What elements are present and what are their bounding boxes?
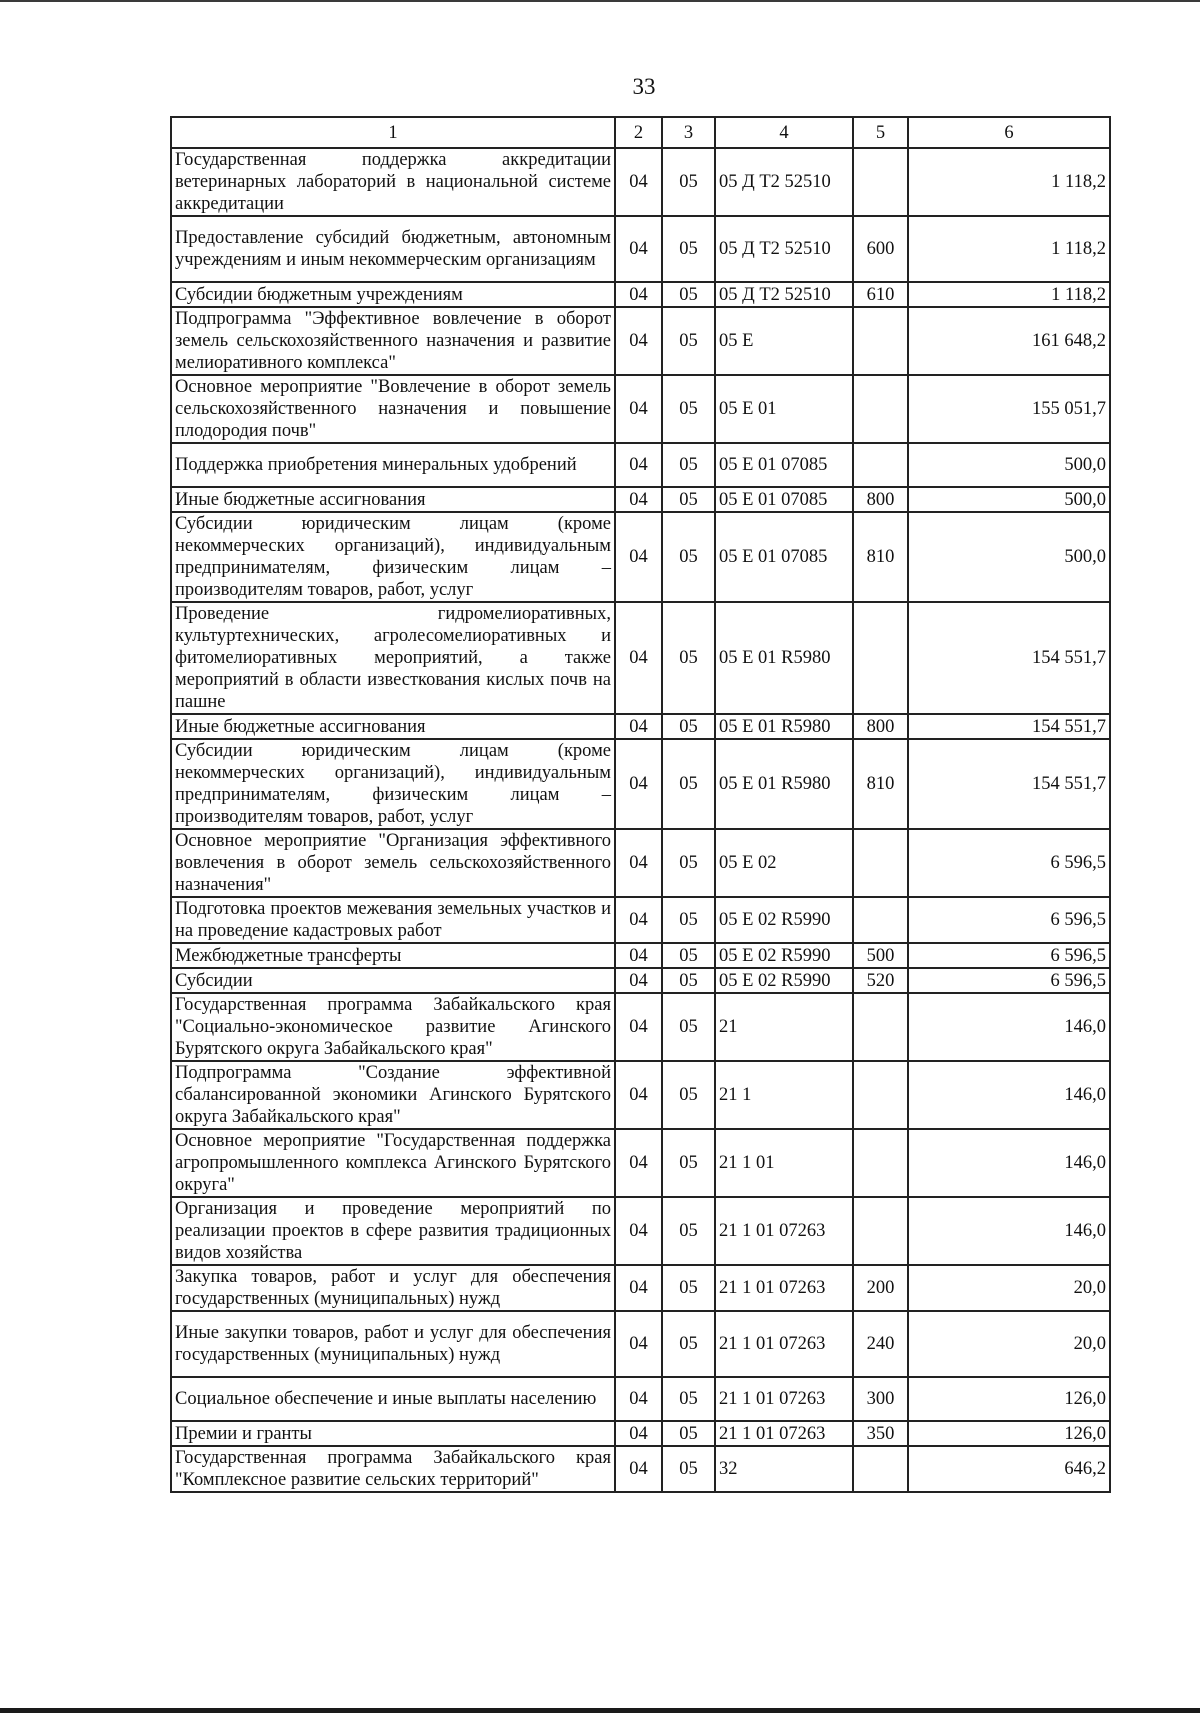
- row-name-cell: Субсидии бюджетным учреждениям: [171, 282, 615, 307]
- budget-table: [170, 116, 1111, 1493]
- table-row: [171, 1061, 1110, 1129]
- column-header-4: 4: [715, 117, 853, 148]
- row-expense-type-cell: [853, 375, 908, 443]
- row-amount-cell: 6 596,5: [908, 829, 1110, 897]
- table-row: [171, 282, 1110, 307]
- row-target-code-cell: 05 Д Т2 52510: [715, 216, 853, 282]
- row-section-cell: 04: [615, 148, 662, 216]
- row-expense-type-cell: 610: [853, 282, 908, 307]
- row-target-code-cell: 21 1 01 07263: [715, 1377, 853, 1421]
- table-body: [171, 148, 1110, 1492]
- table-row: [171, 943, 1110, 968]
- row-expense-type-cell: [853, 1446, 908, 1492]
- row-section-cell: 04: [615, 1061, 662, 1129]
- row-target-code-cell: 21 1 01 07263: [715, 1311, 853, 1377]
- row-target-code-cell: 05 Е 01 07085: [715, 443, 853, 487]
- row-name-cell: Государственная поддержка аккредитации ветеринарных лабораторий в национальной системе аккредитации: [171, 148, 615, 216]
- row-section-cell: 04: [615, 1421, 662, 1446]
- row-expense-type-cell: 240: [853, 1311, 908, 1377]
- column-header-2: 2: [615, 117, 662, 148]
- row-expense-type-cell: 500: [853, 943, 908, 968]
- column-header-1: 1: [171, 117, 615, 148]
- row-name-cell: Основное мероприятие "Организация эффективного вовлечения в оборот земель сельскохозяйственного назначения": [171, 829, 615, 897]
- row-target-code-cell: 21 1 01: [715, 1129, 853, 1197]
- row-target-code-cell: 05 Е 01 07085: [715, 487, 853, 512]
- row-subsection-cell: 05: [662, 1421, 715, 1446]
- row-target-code-cell: 32: [715, 1446, 853, 1492]
- row-section-cell: 04: [615, 602, 662, 714]
- table-row: [171, 1377, 1110, 1421]
- row-section-cell: 04: [615, 282, 662, 307]
- row-name-cell: Организация и проведение мероприятий по реализации проектов в сфере развития традиционных видов хозяйства: [171, 1197, 615, 1265]
- row-name-cell: Подпрограмма "Эффективное вовлечение в оборот земель сельскохозяйственного назначения и развитие мелиоративного комплекса": [171, 307, 615, 375]
- table-row: [171, 1446, 1110, 1492]
- row-expense-type-cell: [853, 829, 908, 897]
- row-expense-type-cell: [853, 307, 908, 375]
- row-subsection-cell: 05: [662, 1311, 715, 1377]
- row-subsection-cell: 05: [662, 829, 715, 897]
- row-expense-type-cell: [853, 1197, 908, 1265]
- row-name-cell: Государственная программа Забайкальского края "Комплексное развитие сельских территорий": [171, 1446, 615, 1492]
- row-expense-type-cell: [853, 1129, 908, 1197]
- table-row: [171, 216, 1110, 282]
- row-subsection-cell: 05: [662, 1265, 715, 1311]
- table-row: [171, 487, 1110, 512]
- row-name-cell: Государственная программа Забайкальского края "Социально-экономическое развитие Агинского Бурятского округа Забайкальского края": [171, 993, 615, 1061]
- row-name-cell: Субсидии: [171, 968, 615, 993]
- row-subsection-cell: 05: [662, 487, 715, 512]
- row-name-cell: Субсидии юридическим лицам (кроме некоммерческих организаций), индивидуальным предпринимателям, физическим лицам – производителям товаров, работ, услуг: [171, 512, 615, 602]
- row-subsection-cell: 05: [662, 1446, 715, 1492]
- row-subsection-cell: 05: [662, 148, 715, 216]
- row-amount-cell: 126,0: [908, 1421, 1110, 1446]
- row-amount-cell: 146,0: [908, 993, 1110, 1061]
- row-expense-type-cell: [853, 443, 908, 487]
- table-row: [171, 307, 1110, 375]
- row-amount-cell: 155 051,7: [908, 375, 1110, 443]
- table-row: [171, 512, 1110, 602]
- scan-edge-top: [0, 0, 1200, 2]
- row-subsection-cell: 05: [662, 1197, 715, 1265]
- row-expense-type-cell: 810: [853, 512, 908, 602]
- row-amount-cell: 1 118,2: [908, 282, 1110, 307]
- row-amount-cell: 146,0: [908, 1129, 1110, 1197]
- row-name-cell: Межбюджетные трансферты: [171, 943, 615, 968]
- row-amount-cell: 646,2: [908, 1446, 1110, 1492]
- row-subsection-cell: 05: [662, 993, 715, 1061]
- row-expense-type-cell: [853, 148, 908, 216]
- row-section-cell: 04: [615, 943, 662, 968]
- row-name-cell: Премии и гранты: [171, 1421, 615, 1446]
- row-subsection-cell: 05: [662, 375, 715, 443]
- row-name-cell: Подпрограмма "Создание эффективной сбалансированной экономики Агинского Бурятского округа Забайкальского края": [171, 1061, 615, 1129]
- row-target-code-cell: 05 Д Т2 52510: [715, 282, 853, 307]
- row-amount-cell: 20,0: [908, 1311, 1110, 1377]
- row-name-cell: Социальное обеспечение и иные выплаты населению: [171, 1377, 615, 1421]
- row-amount-cell: 154 551,7: [908, 602, 1110, 714]
- table-row: [171, 1265, 1110, 1311]
- row-expense-type-cell: 300: [853, 1377, 908, 1421]
- row-target-code-cell: 05 Е 02 R5990: [715, 943, 853, 968]
- row-expense-type-cell: 810: [853, 739, 908, 829]
- row-expense-type-cell: 520: [853, 968, 908, 993]
- row-target-code-cell: 05 Е 01: [715, 375, 853, 443]
- row-target-code-cell: 05 Е 01 R5980: [715, 714, 853, 739]
- table-row: [171, 1311, 1110, 1377]
- row-amount-cell: 1 118,2: [908, 148, 1110, 216]
- row-subsection-cell: 05: [662, 282, 715, 307]
- row-target-code-cell: 05 Е: [715, 307, 853, 375]
- table-row: [171, 443, 1110, 487]
- table-row: [171, 1129, 1110, 1197]
- row-section-cell: 04: [615, 375, 662, 443]
- row-target-code-cell: 21 1 01 07263: [715, 1421, 853, 1446]
- row-name-cell: Иные бюджетные ассигнования: [171, 714, 615, 739]
- row-name-cell: Предоставление субсидий бюджетным, автономным учреждениям и иным некоммерческим организациям: [171, 216, 615, 282]
- row-name-cell: Иные бюджетные ассигнования: [171, 487, 615, 512]
- row-name-cell: Субсидии юридическим лицам (кроме некоммерческих организаций), индивидуальным предпринимателям, физическим лицам – производителям товаров, работ, услуг: [171, 739, 615, 829]
- row-section-cell: 04: [615, 1311, 662, 1377]
- row-name-cell: Проведение гидромелиоративных, культуртехнических, агролесомелиоративных и фитомелиоративных мероприятий, а также мероприятий в области известкования кислых почв на пашне: [171, 602, 615, 714]
- row-section-cell: 04: [615, 714, 662, 739]
- row-amount-cell: 500,0: [908, 443, 1110, 487]
- row-subsection-cell: 05: [662, 739, 715, 829]
- row-amount-cell: 146,0: [908, 1061, 1110, 1129]
- row-target-code-cell: 21 1 01 07263: [715, 1197, 853, 1265]
- page-number: 33: [632, 74, 656, 99]
- row-section-cell: 04: [615, 1377, 662, 1421]
- row-subsection-cell: 05: [662, 216, 715, 282]
- row-section-cell: 04: [615, 1197, 662, 1265]
- header-row: [171, 117, 1110, 148]
- table-row: [171, 1197, 1110, 1265]
- table-row: [171, 714, 1110, 739]
- row-expense-type-cell: [853, 1061, 908, 1129]
- table-row: [171, 968, 1110, 993]
- row-target-code-cell: 05 Е 02 R5990: [715, 897, 853, 943]
- column-header-3: 3: [662, 117, 715, 148]
- table-row: [171, 829, 1110, 897]
- row-target-code-cell: 05 Е 01 R5980: [715, 602, 853, 714]
- row-amount-cell: 6 596,5: [908, 968, 1110, 993]
- row-target-code-cell: 05 Е 02 R5990: [715, 968, 853, 993]
- table-row: [171, 602, 1110, 714]
- row-amount-cell: 126,0: [908, 1377, 1110, 1421]
- row-subsection-cell: 05: [662, 307, 715, 375]
- row-target-code-cell: 21: [715, 993, 853, 1061]
- row-section-cell: 04: [615, 1446, 662, 1492]
- table-row: [171, 993, 1110, 1061]
- row-amount-cell: 500,0: [908, 512, 1110, 602]
- row-subsection-cell: 05: [662, 512, 715, 602]
- row-expense-type-cell: [853, 993, 908, 1061]
- table-row: [171, 375, 1110, 443]
- row-section-cell: 04: [615, 829, 662, 897]
- row-name-cell: Основное мероприятие "Государственная поддержка агропромышленного комплекса Агинского Бурятского округа": [171, 1129, 615, 1197]
- row-target-code-cell: 05 Е 01 R5980: [715, 739, 853, 829]
- row-section-cell: 04: [615, 739, 662, 829]
- row-amount-cell: 146,0: [908, 1197, 1110, 1265]
- row-expense-type-cell: 350: [853, 1421, 908, 1446]
- row-name-cell: Поддержка приобретения минеральных удобрений: [171, 443, 615, 487]
- column-header-6: 6: [908, 117, 1110, 148]
- row-target-code-cell: 21 1: [715, 1061, 853, 1129]
- row-subsection-cell: 05: [662, 443, 715, 487]
- row-expense-type-cell: 200: [853, 1265, 908, 1311]
- table-row: [171, 148, 1110, 216]
- row-section-cell: 04: [615, 307, 662, 375]
- row-amount-cell: 161 648,2: [908, 307, 1110, 375]
- scan-edge-bottom: [0, 1708, 1200, 1713]
- row-section-cell: 04: [615, 1265, 662, 1311]
- row-expense-type-cell: 800: [853, 487, 908, 512]
- row-target-code-cell: 21 1 01 07263: [715, 1265, 853, 1311]
- row-subsection-cell: 05: [662, 943, 715, 968]
- row-amount-cell: 6 596,5: [908, 943, 1110, 968]
- row-expense-type-cell: [853, 602, 908, 714]
- row-subsection-cell: 05: [662, 602, 715, 714]
- column-header-5: 5: [853, 117, 908, 148]
- row-subsection-cell: 05: [662, 1061, 715, 1129]
- row-name-cell: Основное мероприятие "Вовлечение в оборот земель сельскохозяйственного назначения и повышение плодородия почв": [171, 375, 615, 443]
- row-amount-cell: 6 596,5: [908, 897, 1110, 943]
- row-section-cell: 04: [615, 216, 662, 282]
- row-subsection-cell: 05: [662, 714, 715, 739]
- row-section-cell: 04: [615, 487, 662, 512]
- row-name-cell: Подготовка проектов межевания земельных участков и на проведение кадастровых работ: [171, 897, 615, 943]
- row-section-cell: 04: [615, 968, 662, 993]
- row-section-cell: 04: [615, 443, 662, 487]
- row-subsection-cell: 05: [662, 1129, 715, 1197]
- row-expense-type-cell: 800: [853, 714, 908, 739]
- row-amount-cell: 1 118,2: [908, 216, 1110, 282]
- row-name-cell: Закупка товаров, работ и услуг для обеспечения государственных (муниципальных) нужд: [171, 1265, 615, 1311]
- row-expense-type-cell: [853, 897, 908, 943]
- row-amount-cell: 154 551,7: [908, 739, 1110, 829]
- table-row: [171, 1421, 1110, 1446]
- row-section-cell: 04: [615, 993, 662, 1061]
- row-section-cell: 04: [615, 1129, 662, 1197]
- row-amount-cell: 500,0: [908, 487, 1110, 512]
- row-target-code-cell: 05 Е 01 07085: [715, 512, 853, 602]
- row-target-code-cell: 05 Е 02: [715, 829, 853, 897]
- row-subsection-cell: 05: [662, 968, 715, 993]
- row-expense-type-cell: 600: [853, 216, 908, 282]
- row-subsection-cell: 05: [662, 1377, 715, 1421]
- table-row: [171, 739, 1110, 829]
- row-name-cell: Иные закупки товаров, работ и услуг для обеспечения государственных (муниципальных) нужд: [171, 1311, 615, 1377]
- row-subsection-cell: 05: [662, 897, 715, 943]
- row-amount-cell: 20,0: [908, 1265, 1110, 1311]
- row-section-cell: 04: [615, 512, 662, 602]
- row-section-cell: 04: [615, 897, 662, 943]
- table-row: [171, 897, 1110, 943]
- row-amount-cell: 154 551,7: [908, 714, 1110, 739]
- row-target-code-cell: 05 Д Т2 52510: [715, 148, 853, 216]
